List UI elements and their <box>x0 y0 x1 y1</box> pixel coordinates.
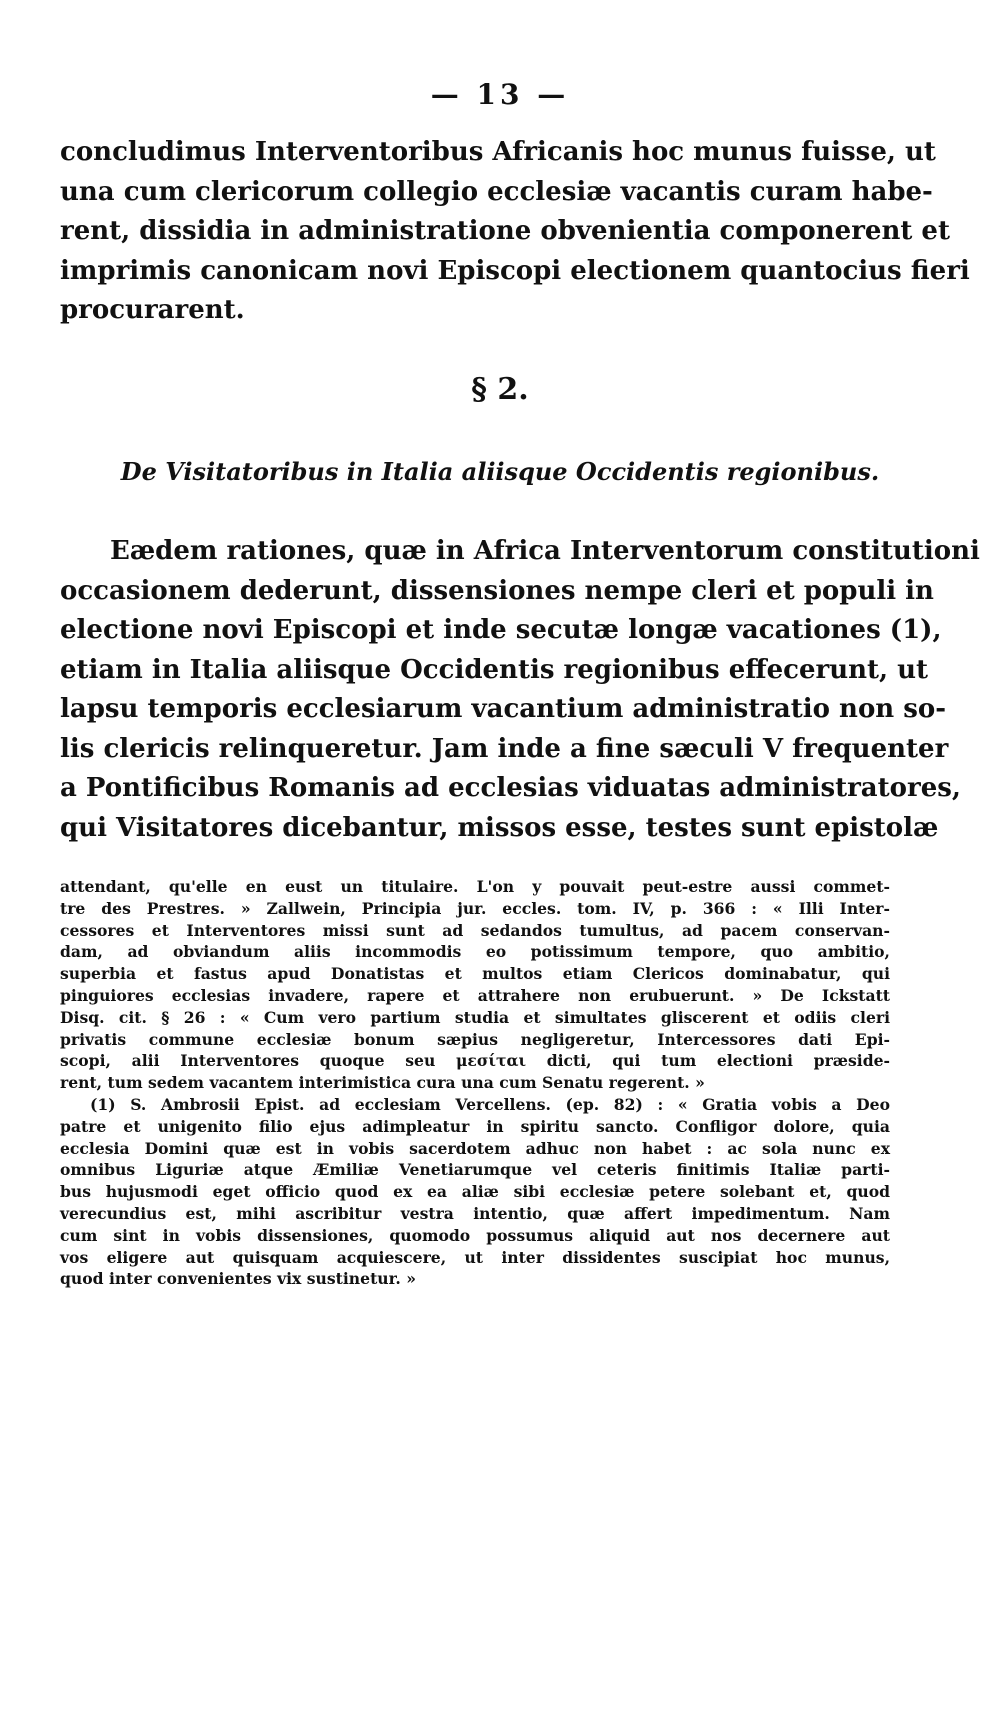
footnote-1-line: patre et unigenito filio ejus adimpleatur in spiritu sancto. Confligor dolore, quia <box>60 1116 890 1136</box>
text-line: una cum clericorum collegio ecclesiæ vacantis curam habe- <box>60 176 933 207</box>
footnote-line: dam, ad obviandum aliis incommodis eo potissimum tempore, quo ambitio, <box>60 942 890 962</box>
text-line: concludimus Interventoribus Africanis hoc munus fuisse, ut <box>60 137 936 167</box>
text-line: qui Visitatores dicebantur, missos esse, testes sunt epistolæ <box>60 812 939 843</box>
paragraph-section-2 <box>60 532 980 848</box>
section-title: De Visitatoribus in Italia aliisque Occidentis regionibus. <box>120 457 880 486</box>
footnote-line: attendant, qu'elle en eust un titulaire. L'on y pouvait peut-estre aussi commet- <box>60 877 890 896</box>
footnotes <box>60 876 890 1290</box>
footnote-1-line: vos eligere aut quisquam acquiescere, ut inter dissidentes suscipiat hoc munus, <box>60 1247 890 1267</box>
footnote-1-line: cum sint in vobis dissensiones, quomodo possumus aliquid aut nos decernere aut <box>60 1225 890 1245</box>
footnote-line: pinguiores ecclesias invadere, rapere et attrahere non erubuerunt. » De Ickstatt <box>60 985 890 1005</box>
footnote-1-line: (1) S. Ambrosii Epist. ad ecclesiam Vercellens. (ep. 82) : « Gratia vobis a Deo <box>90 1094 890 1114</box>
footnote-line: privatis commune ecclesiæ bonum sæpius negligeretur, Intercessores dati Epi- <box>60 1029 890 1049</box>
text-line: a Pontificibus Romanis ad ecclesias viduatas administratores, <box>60 773 961 803</box>
footnote-line: Disq. cit. § 26 : « Cum vero partium studia et simultates gliscerent et odiis cleri <box>60 1007 890 1027</box>
footnote-line: tre des Prestres. » Zallwein, Principia jur. eccles. tom. IV, p. 366 : « Illi Inter- <box>60 898 890 918</box>
footnote-line: cessores et Interventores missi sunt ad sedandos tumultus, ad pacem conservan- <box>60 920 890 940</box>
page-number: — 13 — <box>430 78 570 111</box>
footnote-1-line: quod inter convenientes vix sustinetur. » <box>60 1269 416 1289</box>
footnote-line: scopi, alii Interventores quoque seu μεσίται dicti, qui tum electioni præside- <box>60 1051 890 1071</box>
text-line: etiam in Italia aliisque Occidentis regionibus effecerunt, ut <box>60 654 929 685</box>
footnote-1-line: bus hujusmodi eget officio quod ex ea aliæ sibi ecclesiæ petere solebant et, quod <box>60 1182 890 1202</box>
section-heading: § 2. <box>471 372 529 407</box>
text-line: occasionem dederunt, dissensiones nempe cleri et populi in <box>60 575 934 606</box>
text-line: lapsu temporis ecclesiarum vacantium administratio non so- <box>60 694 947 724</box>
text-line: procurarent. <box>60 295 245 325</box>
paragraph-continued <box>60 133 970 331</box>
footnote-1-line: verecundius est, mihi ascribitur vestra intentio, quæ affert impedimentum. Nam <box>60 1203 890 1223</box>
footnote-1-line: omnibus Liguriæ atque Æmiliæ Venetiarumque vel ceteris finitimis Italiæ parti- <box>60 1160 890 1180</box>
text-line: rent, dissidia in administratione obvenientia componerent et <box>60 216 950 246</box>
text-line: electione novi Episcopi et inde secutæ longæ vacationes (1), <box>60 615 942 645</box>
footnote-1-line: ecclesia Domini quæ est in vobis sacerdotem adhuc non habet : ac sola nunc ex <box>60 1138 890 1158</box>
text-line: lis clericis relinqueretur. Jam inde a fine sæculi V frequenter <box>60 733 949 764</box>
footnote-line: rent, tum sedem vacantem interimistica cura una cum Senatu regerent. » <box>60 1073 705 1093</box>
text-line: Eædem rationes, quæ in Africa Interventorum constitutioni <box>110 536 980 566</box>
footnote-line: superbia et fastus apud Donatistas et multos etiam Clericos dominabatur, qui <box>60 964 890 984</box>
text-line: imprimis canonicam novi Episcopi electionem quantocius fieri <box>60 255 970 286</box>
